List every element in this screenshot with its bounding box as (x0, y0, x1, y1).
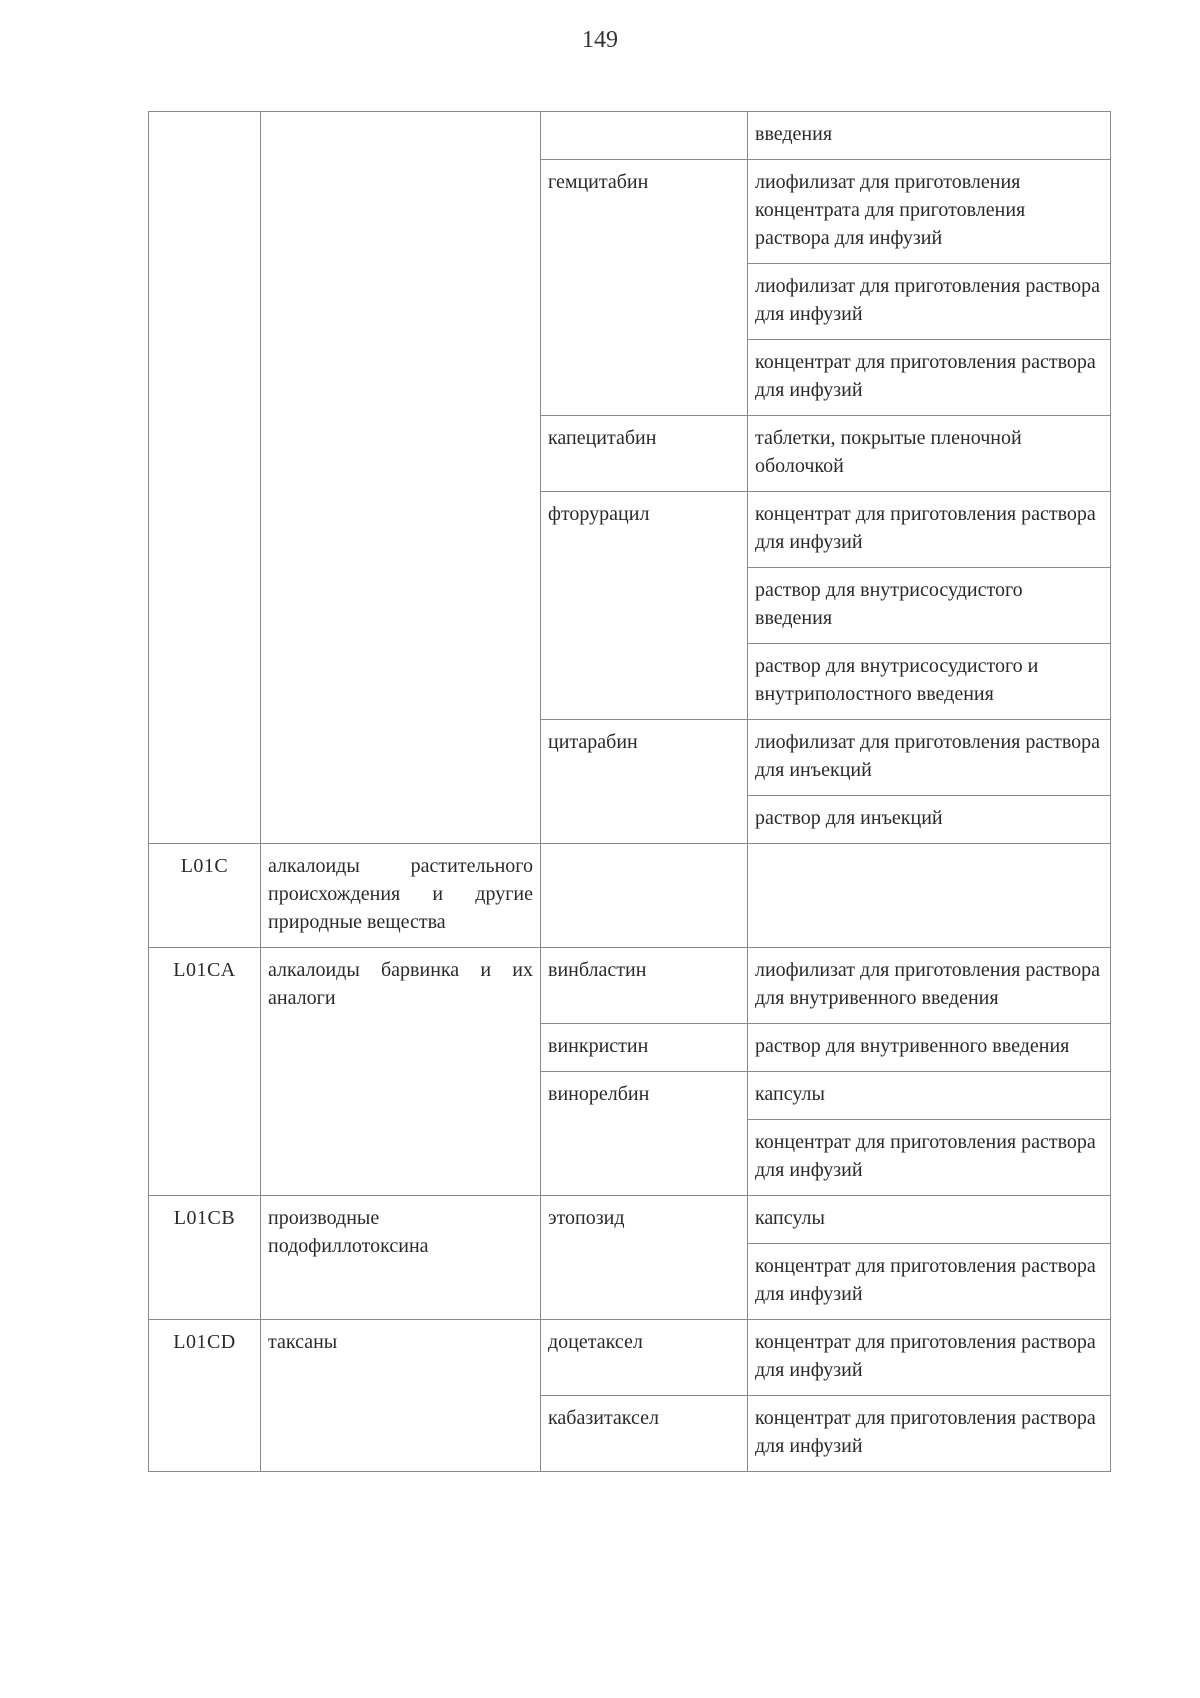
drug-name-cell: винкристин (541, 1024, 748, 1072)
drug-name-cell: гемцитабин (541, 160, 748, 416)
group-name-cell: производные подофиллотоксина (261, 1196, 541, 1320)
dosage-form-cell: раствор для внутривенного введения (748, 1024, 1111, 1072)
drug-name-cell (541, 844, 748, 948)
dosage-form-cell: введения (748, 112, 1111, 160)
drug-name-cell: винорелбин (541, 1072, 748, 1196)
group-name-cell: алкалоиды растительного происхождения и другие природные вещества (261, 844, 541, 948)
group-name-cell (261, 112, 541, 844)
table-row (149, 1196, 1111, 1244)
drug-name-cell: этопозид (541, 1196, 748, 1320)
dosage-form-cell: лиофилизат для приготовления раствора для инъекций (748, 720, 1111, 796)
table-row (149, 112, 1111, 160)
dosage-form-cell: лиофилизат для приготовления раствора для инфузий (748, 264, 1111, 340)
dosage-form-cell: лиофилизат для приготовления концентрата для приготовления раствора для инфузий (748, 160, 1111, 264)
dosage-form-cell: концентрат для приготовления раствора для инфузий (748, 492, 1111, 568)
drug-name-cell: цитарабин (541, 720, 748, 844)
table-row (149, 844, 1111, 948)
group-name-cell: алкалоиды барвинка и их аналоги (261, 948, 541, 1196)
drug-name-cell: капецитабин (541, 416, 748, 492)
drug-table (148, 111, 1111, 1472)
table-row (149, 1320, 1111, 1396)
dosage-form-cell (748, 844, 1111, 948)
atc-code-cell (149, 112, 261, 844)
drug-name-cell: фторурацил (541, 492, 748, 720)
dosage-form-cell: раствор для внутрисосудистого и внутриполостного введения (748, 644, 1111, 720)
atc-code-cell: L01C (149, 844, 261, 948)
page-number: 149 (582, 27, 618, 53)
group-name-cell: таксаны (261, 1320, 541, 1472)
dosage-form-cell: капсулы (748, 1072, 1111, 1120)
atc-code-cell: L01CA (149, 948, 261, 1196)
dosage-form-cell: концентрат для приготовления раствора для инфузий (748, 1244, 1111, 1320)
dosage-form-cell: капсулы (748, 1196, 1111, 1244)
atc-code-cell: L01CD (149, 1320, 261, 1472)
atc-code-cell: L01CB (149, 1196, 261, 1320)
drug-name-cell: винбластин (541, 948, 748, 1024)
dosage-form-cell: концентрат для приготовления раствора для инфузий (748, 1396, 1111, 1472)
dosage-form-cell: таблетки, покрытые пленочной оболочкой (748, 416, 1111, 492)
drug-name-cell (541, 112, 748, 160)
dosage-form-cell: концентрат для приготовления раствора для инфузий (748, 1320, 1111, 1396)
drug-name-cell: доцетаксел (541, 1320, 748, 1396)
drug-name-cell: кабазитаксел (541, 1396, 748, 1472)
dosage-form-cell: концентрат для приготовления раствора для инфузий (748, 340, 1111, 416)
table-row (149, 948, 1111, 1024)
dosage-form-cell: лиофилизат для приготовления раствора для внутривенного введения (748, 948, 1111, 1024)
dosage-form-cell: концентрат для приготовления раствора для инфузий (748, 1120, 1111, 1196)
dosage-form-cell: раствор для инъекций (748, 796, 1111, 844)
dosage-form-cell: раствор для внутрисосудистого введения (748, 568, 1111, 644)
